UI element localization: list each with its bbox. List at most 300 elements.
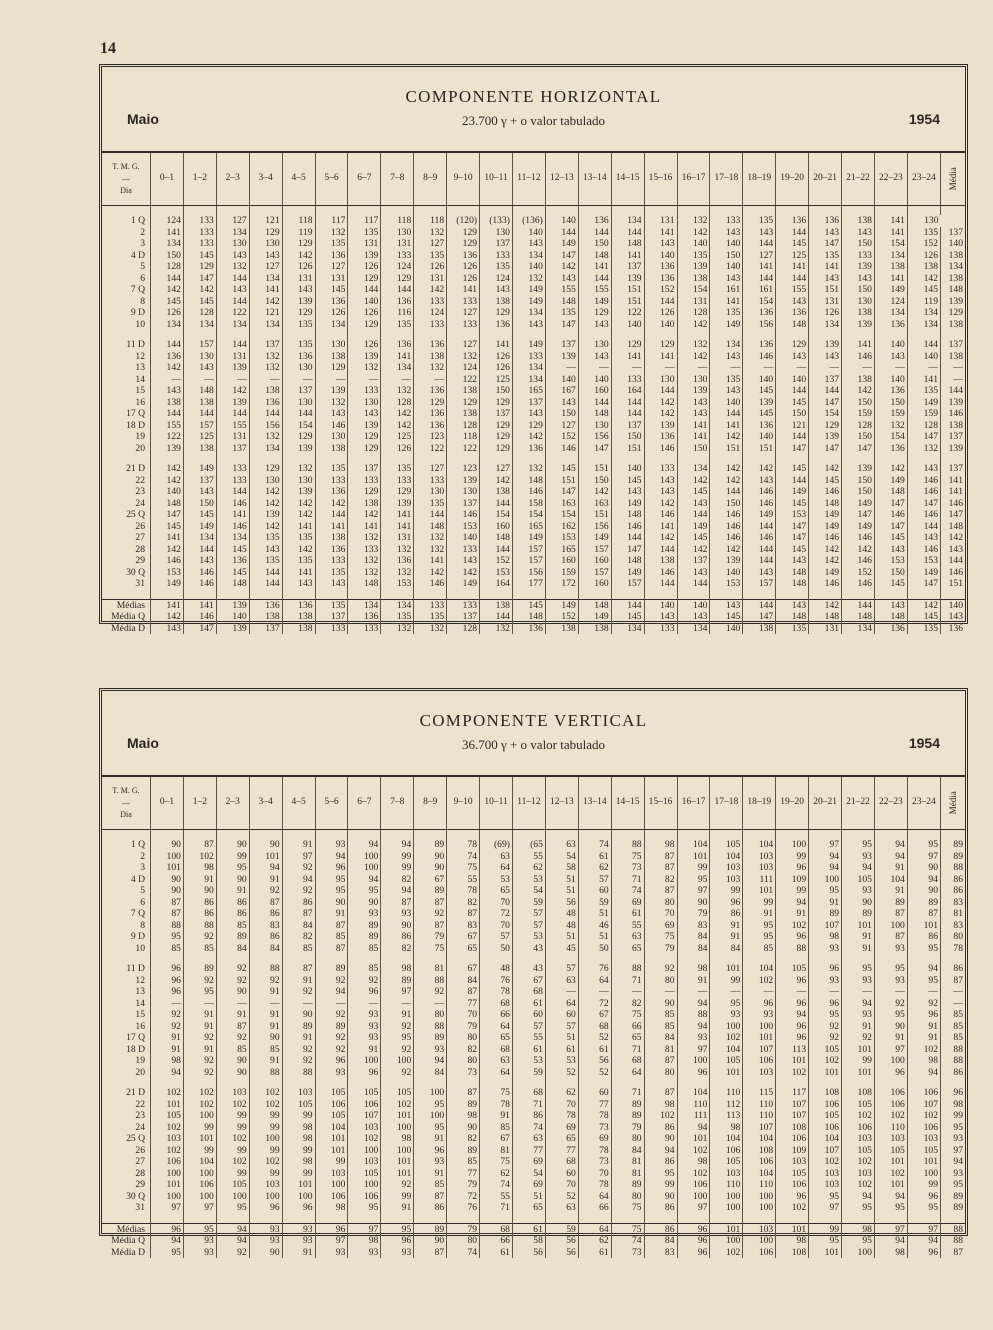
value-cell: 126 [414,261,447,273]
value-cell: 93 [842,851,875,863]
value-cell: 62 [512,862,545,874]
value-cell: 134 [348,599,381,611]
value-cell: 90 [447,1122,480,1134]
value-cell: — [907,986,940,998]
spacer-cell [282,454,315,463]
column-header-hour: 19–20 [776,153,809,206]
value-cell: 143 [512,408,545,420]
spacer-cell [842,330,875,339]
value-cell: 87 [282,908,315,920]
spacer-cell [102,830,151,840]
day-label: 28 [135,1167,145,1179]
spacer-cell [414,454,447,463]
value-cell: 138 [677,273,710,285]
value-cell: 88 [677,1009,710,1021]
value-cell: 99 [677,862,710,874]
value-cell: 154 [874,238,907,250]
spacer-cell [249,1214,282,1224]
value-cell: 92 [381,1021,414,1033]
value-cell: 99 [776,851,809,863]
value-cell: 158 [512,498,545,510]
value-cell: 146 [842,351,875,363]
value-cell: 91 [743,908,776,920]
value-cell: 56 [578,1055,611,1067]
value-cell: — [644,362,677,374]
value-cell: 95 [216,862,249,874]
spacer-cell [183,830,216,840]
spacer-cell [842,590,875,600]
spacer-cell [315,330,348,339]
value-cell: 128 [447,623,480,635]
value-cell: 144 [644,385,677,397]
value-cell: 90 [677,897,710,909]
spacer-cell [578,1078,611,1087]
spacer-cell [414,1078,447,1087]
column-header-hour: 14–15 [611,777,644,830]
value-cell: 92 [216,963,249,975]
value-cell: 105 [315,1110,348,1122]
day-label: 5 [140,885,145,896]
value-cell: 143 [183,486,216,498]
value-cell: 67 [414,874,447,886]
day-label: 10 [135,942,145,954]
value-cell: 164 [480,578,513,590]
day-label: 14 [135,373,145,385]
value-cell: 143 [512,319,545,331]
daily-mean-cell: 136 [941,623,966,635]
spacer-cell [941,1078,966,1087]
column-header-hour: 1–2 [183,777,216,830]
value-cell: 59 [512,1067,545,1079]
value-cell: 93 [315,839,348,851]
value-cell: 144 [545,227,578,239]
value-cell: 90 [282,1009,315,1021]
day-label: 18 D [126,1043,145,1055]
spacer-cell [611,206,644,216]
table-row [102,238,965,250]
value-cell: 95 [743,931,776,943]
value-cell: 80 [447,1235,480,1247]
value-cell: 94 [677,1122,710,1134]
spacer-cell [151,206,184,216]
value-cell: 141 [282,567,315,579]
column-header-hour: 12–13 [545,153,578,206]
value-cell: 75 [611,1223,644,1235]
spacer-cell [151,590,184,600]
value-cell: 90 [842,897,875,909]
value-cell: 149 [447,578,480,590]
spacer-cell [102,590,151,600]
value-cell: 142 [677,351,710,363]
value-cell: 154 [809,408,842,420]
value-cell: 101 [677,1133,710,1145]
value-cell: 143 [677,567,710,579]
value-cell: 136 [381,555,414,567]
day-label: 9 D [130,307,145,318]
value-cell: 57 [480,931,513,943]
value-cell: — [381,374,414,386]
spacer-cell [102,1214,151,1224]
value-cell: 107 [809,920,842,932]
value-cell: 92 [183,1055,216,1067]
value-cell: 143 [809,273,842,285]
value-cell: 137 [611,420,644,432]
value-cell: 99 [216,1145,249,1157]
value-cell: 97 [315,1235,348,1247]
column-header-media [941,777,966,830]
value-cell: 99 [842,1055,875,1067]
spacer-cell [644,1078,677,1087]
spacer-cell [677,206,710,216]
value-cell: 137 [183,475,216,487]
value-cell: 138 [447,408,480,420]
value-cell: 96 [907,1191,940,1203]
value-cell: 97 [677,885,710,897]
value-cell: — [545,986,578,998]
value-cell: 156 [578,431,611,443]
column-header-day [102,153,151,206]
value-cell: 144 [611,397,644,409]
spacer-cell [907,206,940,216]
value-cell: 98 [315,1202,348,1214]
value-cell: 103 [842,1168,875,1180]
spacer-cell [907,830,940,840]
spacer-cell [447,954,480,963]
value-cell: — [315,998,348,1010]
value-cell: 52 [578,1032,611,1044]
column-header-day-text: T. M. G. [112,162,140,171]
spacer-cell [348,954,381,963]
table-row [102,839,965,851]
value-cell: 112 [710,1099,743,1111]
spacer-cell [102,954,151,963]
day-label: 31 [135,1202,145,1213]
column-header-hour: 23–24 [907,153,940,206]
value-cell: 71 [611,975,644,987]
spacer-cell [512,330,545,339]
value-cell: 160 [480,521,513,533]
value-cell: 125 [776,250,809,262]
value-cell: 141 [348,521,381,533]
spacer-cell [941,330,966,339]
table-row [102,975,965,987]
table-title: COMPONENTE VERTICAL [419,711,648,730]
value-cell: 80 [447,1055,480,1067]
value-cell: 80 [447,1032,480,1044]
value-cell: 97 [677,1202,710,1214]
spacer-cell [249,954,282,963]
value-cell: 81 [611,1168,644,1180]
spacer-cell [874,1078,907,1087]
value-cell: 106 [743,1055,776,1067]
value-cell: 101 [874,1179,907,1191]
daily-mean-cell: — [941,362,966,374]
value-cell: 85 [447,1156,480,1168]
value-cell: 100 [348,1055,381,1067]
value-cell: 149 [907,397,940,409]
value-cell: 144 [216,296,249,308]
day-label: 19 [135,1055,145,1066]
column-header-hour: 0–1 [151,777,184,830]
day-label: 29 [135,1179,145,1190]
value-cell: 124 [480,273,513,285]
value-cell: 56 [512,1247,545,1259]
value-cell: 98 [282,1122,315,1134]
value-cell: 81 [414,963,447,975]
value-cell: 132 [315,397,348,409]
value-cell: 150 [874,397,907,409]
value-cell: 93 [315,1067,348,1079]
value-cell: 134 [216,319,249,331]
value-cell: 107 [907,1099,940,1111]
value-cell: 150 [578,475,611,487]
value-cell: 78 [578,1145,611,1157]
value-cell: 145 [743,408,776,420]
value-cell: 123 [447,463,480,475]
spacer-cell [151,1214,184,1224]
column-header-hour: 7–8 [381,153,414,206]
value-cell: 96 [249,1202,282,1214]
value-cell: 130 [842,296,875,308]
value-cell: 62 [578,862,611,874]
value-cell: 100 [183,1191,216,1203]
value-cell: 129 [282,307,315,319]
column-header-media-text: Média [947,167,958,190]
value-cell: 141 [151,227,184,239]
value-cell: 95 [874,963,907,975]
value-cell: 144 [414,509,447,521]
value-cell: 142 [151,544,184,556]
value-cell: 126 [644,307,677,319]
value-cell: 87 [907,908,940,920]
value-cell: 92 [315,1032,348,1044]
daily-mean-cell: 86 [941,885,966,897]
value-cell: 142 [249,486,282,498]
value-cell: 140 [578,374,611,386]
value-cell: 104 [315,1122,348,1134]
value-cell: 105 [809,1044,842,1056]
value-cell: 144 [216,273,249,285]
value-cell: 71 [611,1044,644,1056]
value-cell: 139 [216,397,249,409]
value-cell: 87 [644,1087,677,1099]
value-cell: 132 [414,362,447,374]
value-cell: 140 [644,250,677,262]
value-cell: 101 [315,1133,348,1145]
value-cell: 98 [842,1223,875,1235]
table-row [102,578,965,590]
value-cell: 91 [874,862,907,874]
spacer-cell [102,330,151,339]
value-cell: 67 [578,1009,611,1021]
value-cell: 146 [809,486,842,498]
value-cell: 96 [907,1009,940,1021]
value-cell: 149 [743,509,776,521]
value-cell: 100 [874,920,907,932]
value-cell: 161 [710,284,743,296]
value-cell: 100 [348,1145,381,1157]
value-cell: 96 [743,998,776,1010]
value-cell: 103 [874,1133,907,1145]
value-cell: 100 [183,1110,216,1122]
value-cell: — [315,374,348,386]
value-cell: 100 [677,1191,710,1203]
value-cell: 149 [907,567,940,579]
value-cell: 144 [381,284,414,296]
value-cell: 93 [743,1009,776,1021]
value-cell: 105 [776,1168,809,1180]
value-cell: 91 [414,1168,447,1180]
value-cell: 144 [743,521,776,533]
value-cell: 95 [151,931,184,943]
value-cell: 130 [315,431,348,443]
value-cell: 51 [578,908,611,920]
value-cell: 91 [183,874,216,886]
value-cell: 87 [644,885,677,897]
value-cell: 85 [249,1044,282,1056]
spacer-cell [874,830,907,840]
value-cell: 135 [743,215,776,227]
value-cell: 107 [743,1044,776,1056]
value-cell: 134 [512,307,545,319]
value-cell: 138 [151,397,184,409]
value-cell: 90 [216,874,249,886]
value-cell: 102 [809,1156,842,1168]
value-cell: 139 [677,261,710,273]
spacer-cell [512,954,545,963]
value-cell: 92 [414,986,447,998]
value-cell: 148 [414,521,447,533]
value-cell: (69) [480,839,513,851]
value-cell: 65 [480,885,513,897]
value-cell: 94 [414,1055,447,1067]
value-cell: 93 [183,1235,216,1247]
value-cell: 85 [480,1122,513,1134]
value-cell: 61 [512,998,545,1010]
value-cell: 140 [644,319,677,331]
value-cell: 91 [249,1009,282,1021]
value-cell: 143 [677,498,710,510]
value-cell: 86 [249,908,282,920]
value-cell: 144 [249,408,282,420]
spacer-cell [216,954,249,963]
column-header-hour: 22–23 [874,153,907,206]
day-label: 15 [135,385,145,396]
value-cell: 149 [512,296,545,308]
value-cell: 94 [874,1235,907,1247]
value-cell: 135 [414,498,447,510]
column-header-hour: 4–5 [282,153,315,206]
value-cell: 94 [842,862,875,874]
daily-mean-cell: 83 [941,897,966,909]
value-cell: 95 [809,1235,842,1247]
value-cell: — [578,986,611,998]
value-cell: — [809,986,842,998]
value-cell: 97 [183,1202,216,1214]
value-cell: 144 [249,578,282,590]
value-cell: 94 [776,1009,809,1021]
value-cell: 136 [874,623,907,635]
value-cell: 149 [710,319,743,331]
daily-mean-cell: 138 [941,420,966,432]
value-cell: 62 [480,1168,513,1180]
day-label: 5 [140,261,145,272]
spacer-cell [743,1214,776,1224]
table-row [102,1099,965,1111]
value-cell: 163 [545,498,578,510]
value-cell: 91 [381,1202,414,1214]
value-cell: 74 [611,885,644,897]
value-cell: 103 [743,1067,776,1079]
column-header-hour: 18–19 [743,777,776,830]
value-cell: 148 [348,578,381,590]
value-cell: 127 [216,215,249,227]
value-cell: 93 [809,975,842,987]
value-cell: 65 [611,943,644,955]
value-cell: 136 [578,215,611,227]
value-cell: — [151,998,184,1010]
spacer-cell [743,330,776,339]
value-cell: 141 [874,215,907,227]
value-cell: 128 [907,420,940,432]
spacer-cell [414,330,447,339]
value-cell: 88 [249,1067,282,1079]
value-cell: 95 [710,998,743,1010]
value-cell: 132 [348,362,381,374]
value-cell: 152 [545,431,578,443]
value-cell: 95 [809,885,842,897]
value-cell: 153 [907,555,940,567]
value-cell: 143 [578,319,611,331]
spacer-cell [874,454,907,463]
value-cell: 90 [249,1247,282,1259]
value-cell: 136 [315,544,348,556]
value-cell: 138 [842,215,875,227]
value-cell: 146 [512,486,545,498]
row-spacer [102,1078,965,1087]
spacer-cell [545,1214,578,1224]
value-cell: 143 [644,475,677,487]
value-cell: 91 [249,1055,282,1067]
value-cell: 148 [578,250,611,262]
column-header-hour: 13–14 [578,777,611,830]
value-cell: 65 [480,1032,513,1044]
value-cell: 95 [842,1235,875,1247]
value-cell: 133 [414,319,447,331]
value-cell: 135 [710,374,743,386]
value-cell: 138 [842,307,875,319]
value-cell: 100 [348,851,381,863]
value-cell: 146 [644,443,677,455]
value-cell: 100 [381,1122,414,1134]
value-cell: 90 [151,885,184,897]
value-cell: 146 [842,578,875,590]
spacer-cell [216,330,249,339]
day-label: 1 Q [130,839,145,850]
day-label: 2 [140,226,145,238]
value-cell: 130 [282,397,315,409]
value-cell: 82 [447,1133,480,1145]
value-cell: 86 [216,908,249,920]
value-cell: 111 [743,874,776,886]
value-cell: 43 [512,943,545,955]
spacer-cell [249,330,282,339]
value-cell: 129 [282,431,315,443]
value-cell: 145 [216,567,249,579]
value-cell: 92 [381,1179,414,1191]
value-cell: 146 [907,475,940,487]
value-cell: 87 [874,908,907,920]
